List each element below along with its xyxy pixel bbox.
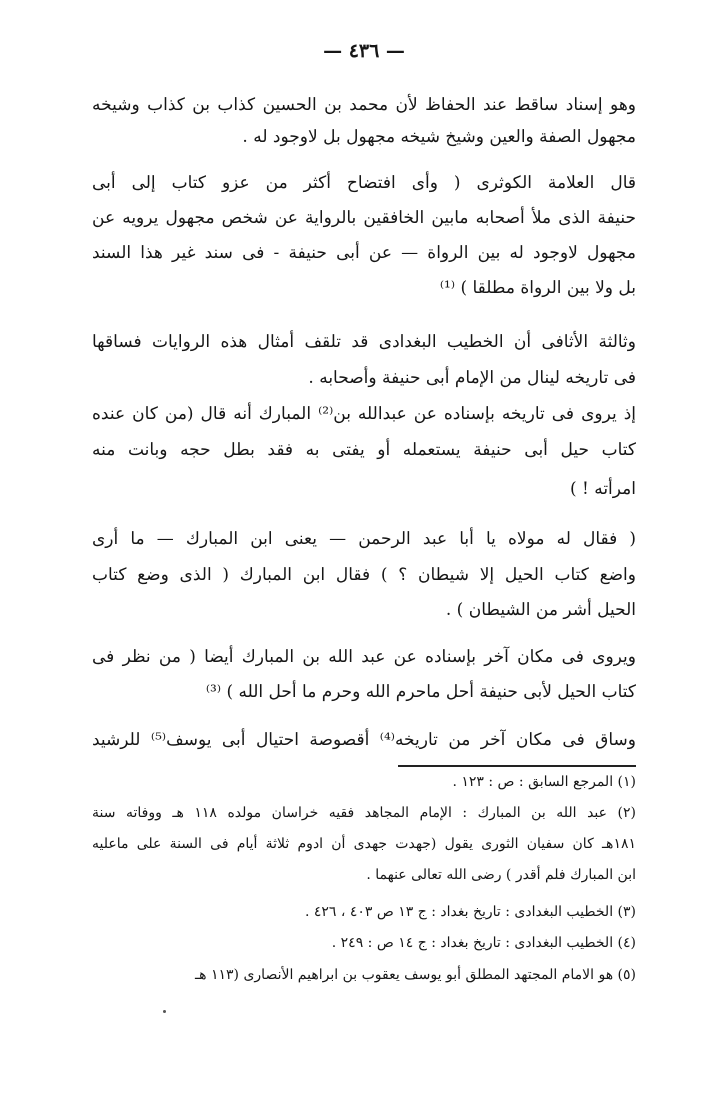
paragraph-5-line-2: واضع كتاب الحيل إلا شيطان ؟ ) فقال ابن المبارك ( الذى وضع كتاب — [92, 565, 636, 585]
paragraph-6-line-2: كتاب الحيل لأبى حنيفة أحل ماحرم الله وحرم ما أحل الله ) ⁽³⁾ — [205, 682, 636, 702]
paragraph-3-line-2: فى تاريخه لينال من الإمام أبى حنيفة وأصحابه . — [308, 368, 636, 388]
paragraph-5-line-3: الحيل أشر من الشيطان ) . — [445, 600, 636, 620]
paragraph-1-line-2: مجهول الصفة والعين وشيخ شيخه مجهول بل لاوجود له . — [242, 127, 636, 147]
paragraph-2-line-1: قال العلامة الكوثرى ( وأى افتضاح أكثر من عزو كتاب إلى أبى — [92, 173, 636, 193]
ink-speck — [163, 1010, 166, 1013]
footnote-2-line-2: ١٨١هـ كان سفيان الثورى يقول (جهدت جهدى أن ادوم ثلاثة أيام فى السنة على ماعليه — [92, 836, 636, 852]
paragraph-2-line-4: بل ولا بين الرواة مطلقا ) ⁽¹⁾ — [439, 278, 636, 298]
paragraph-4-line-2: كتاب حيل أبى حنيفة يستعمله أو يفتى به فقد بطل حجه وبانت منه — [92, 440, 636, 460]
paragraph-2-line-2: حنيفة الذى ملأ أصحابه مابين الخافقين بالرواية عن شخص مجهول يرويه عن — [92, 208, 636, 228]
footnote-2-line-1: (٢) عبد الله بن المبارك : الإمام المجاهد فقيه خراسان مولده ١١٨ هـ ووفاته سنة — [92, 805, 636, 821]
paragraph-5-line-1: ( فقال له مولاه يا أبا عبد الرحمن — يعنى ابن المبارك — ما أرى — [92, 529, 636, 549]
paragraph-2-line-3: مجهول لاوجود له بين الرواة — عن أبى حنيفة - فى سند غير هذا السند — [92, 243, 636, 263]
paragraph-4-line-1: إذ يروى فى تاريخه بإسناده عن عبدالله بن⁽²⁾ المبارك أنه قال (من كان عنده — [92, 404, 636, 424]
footnote-2-line-3: ابن المبارك فلم أقدر ) رضى الله تعالى عنهما . — [366, 867, 636, 883]
paragraph-7-line-1: وساق فى مكان آخر من تاريخه⁽⁴⁾ أقصوصة احتيال أبى يوسف⁽⁵⁾ للرشيد — [92, 730, 636, 750]
paragraph-3-line-1: وثالثة الأثافى أن الخطيب البغدادى قد تلقف أمثال هذه الروايات فساقها — [92, 332, 636, 352]
page-number: — ٤٣٦ — — [323, 40, 405, 62]
footnote-3: (٣) الخطيب البغدادى : تاريخ بغداد : ج ١٣ ص ٤٠٣ ، ٤٢٦ . — [304, 904, 636, 920]
paragraph-6-line-1: ويروى فى مكان آخر بإسناده عن عبد الله بن المبارك أيضا ( من نظر فى — [92, 647, 636, 667]
footnote-4: (٤) الخطيب البغدادى : تاريخ بغداد : ج ١٤ ص : ٢٤٩ . — [331, 935, 636, 951]
paragraph-1-line-1: وهو إسناد ساقط عند الحفاظ لأن محمد بن الحسين كذاب بن كذاب وشيخه — [92, 95, 636, 115]
footnote-1: (١) المرجع السابق : ص : ١٢٣ . — [452, 774, 636, 790]
footnote-separator — [398, 765, 636, 767]
footnote-5: (٥) هو الامام المجتهد المطلق أبو يوسف يعقوب بن ابراهيم الأنصارى (١١٣ هـ — [195, 967, 636, 983]
paragraph-4-line-3: امرأته ! ) — [569, 479, 636, 499]
